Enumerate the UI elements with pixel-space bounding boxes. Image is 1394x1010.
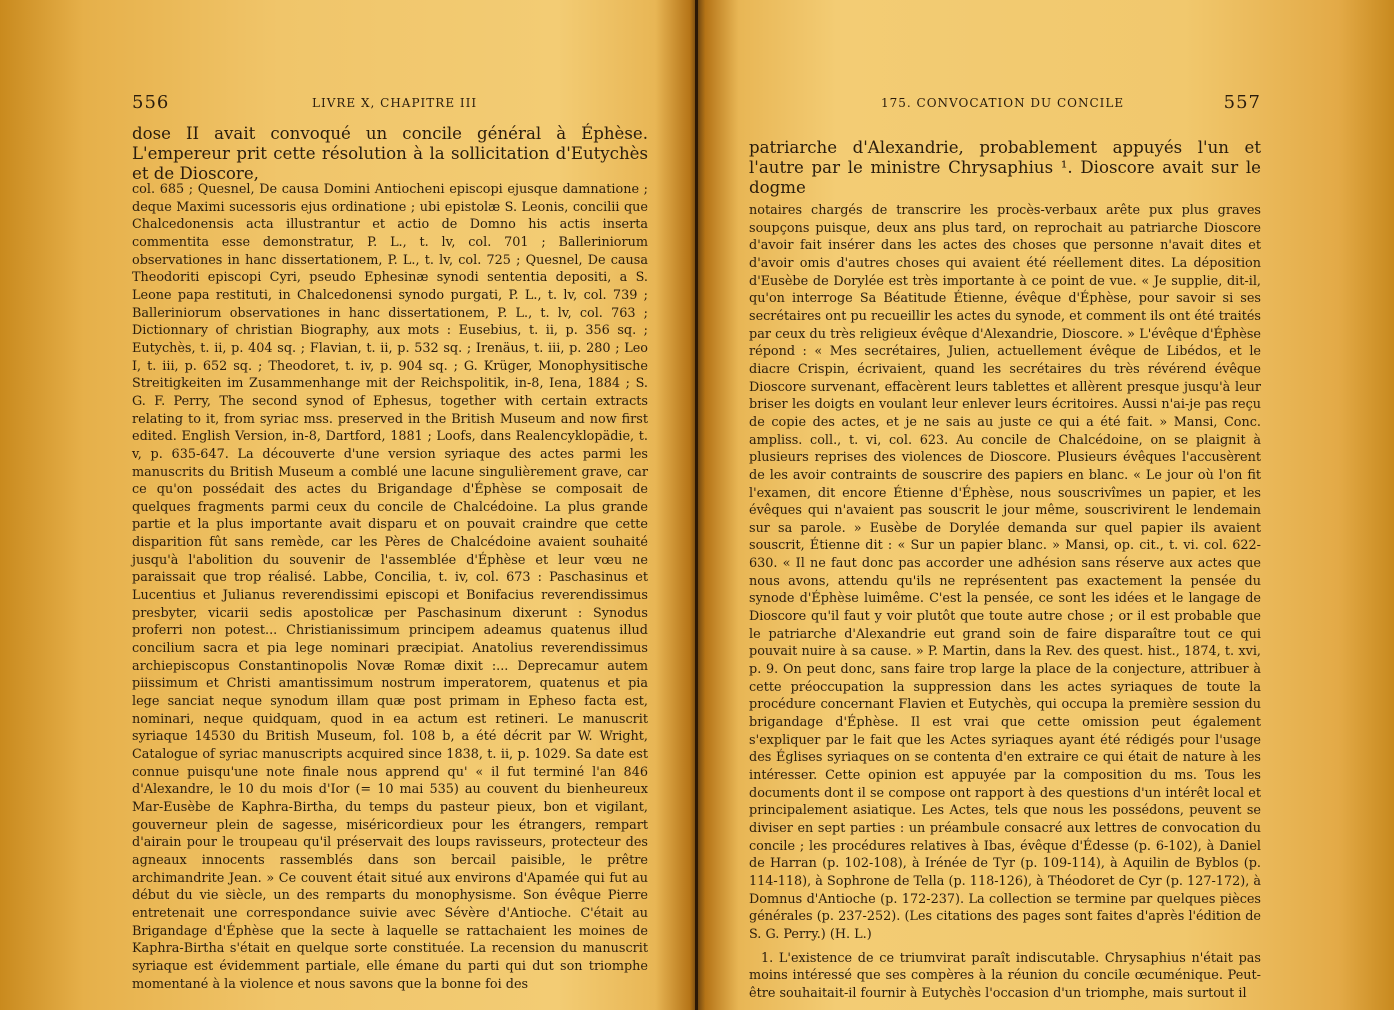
right-page <box>697 0 1394 1010</box>
right-footnote: 1. L'existence de ce triumvirat paraît indiscutable. Chrysaphius n'était pas moins intéressé que ses compères à la réunion du concile œcuménique. Peut-être souhaitait-il fournir à Eutychès l'occasion d'un triomphe, mais surtout il <box>749 950 1261 1001</box>
right-notes-text: notaires chargés de transcrire les procès-verbaux arête pux plus graves soupçons puisque, deux ans plus tard, on reprochait au patriarche Dioscore d'avoir fait insérer dans les actes des choses que personne n'avait dites et d'avoir omis d'autres choses qui avaient été réellement dites. La déposition d'Eusèbe de Dorylée est très importante à ce point de vue. « Je supplie, dit-il, qu'on interroge Sa Béatitude Étienne, évêque d'Éphèse, pour savoir si ses secrétaires ont pu recueillir les actes du synode, et comment ils ont été traités par ceux du très religieux évêque d'Alexandrie, Dioscore. » L'évêque d'Éphèse répond : « Mes secrétaires, Julien, actuellement évêque de Libédos, et le diacre Crispin, écrivaient, quand les secrétaires du très révérend évêque Dioscore survenant, effacèrent leurs tablettes et allèrent presque jusqu'à leur briser les doigts en voulant leur enlever leurs écritoires. Aussi n'ai-je pas reçu de copie des actes, et je ne sais au juste ce qui a été fait. » Mansi, Conc. ampliss. coll., t. vi, col. 623. Au concile de Chalcédoine, on se plaignit à plusieurs reprises des violences de Dioscore. Plusieurs évêques l'accusèrent de les avoir contraints de souscrire des papiers en blanc. « Le jour où l'on fit l'examen, dit encore Étienne d'Éphèse, nous souscrivîmes un papier, et les évêques qui n'avaient pas souscrit le jour même, souscrivirent le lendemain sur sa parole. » Eusèbe de Dorylée demanda sur quel papier ils avaient souscrit, Étienne dit : « Sur un papier blanc. » Mansi, op. cit., t. vi. col. 622-630. « Il ne faut donc pas accorder une adhésion sans réserve aux actes que nous avons, attendu qu'ils ne représentent pas exactement la pensée du synode d'Éphèse luimême. C'est la pensée, ce sont les idées et le langage de Dioscore qu'il faut y voir plutôt que toute autre chose ; or il est probable que le patriarche d'Alexandrie eut grand soin de faire disparaître tout ce qui pouvait nuire à sa cause. » P. Martin, dans la Rev. des quest. hist., 1874, t. xvi, p. 9. On peut donc, sans faire trop large la place de la conjecture, attribuer à cette préoccupation la suppression dans les actes syriaques de toute la procédure concernant Flavien et Eutychès, qui occupa la première session du brigandage d'Éphèse. Il est vrai que cette omission peut également s'expliquer par le fait que les Actes syriaques ayant été rédigés pour l'usage des Églises syriaques on se contenta d'en extraire ce qui était de nature à les intéresser. Cette opinion est appuyée par la composition du ms. Tous les documents dont il se compose ont rapport à des questions d'un intérêt local et principalement asiatique. Les Actes, tels que nous les possédons, peuvent se diviser en sept parties : un préambule consacré aux lettres de convocation du concile ; les procédures relatives à Ibas, évêque d'Édesse (p. 6-102), à Daniel de Harran (p. 102-108), à Irénée de Tyr (p. 109-114), à Aquilin de Byblos (p. 114-118), à Sophrone de Tella (p. 118-126), à Théodoret de Cyr (p. 127-172), à Domnus d'Antioche (p. 172-237). La collection se termine par quelques pièces générales (p. 237-252). (Les citations des pages sont faites d'après l'édition de S. G. Perry.) (H. L.) <box>749 203 1261 942</box>
left-running-head: LIVRE X, CHAPITRE III <box>312 96 478 110</box>
right-page-header <box>749 92 1261 118</box>
right-body-text: patriarche d'Alexandrie, probablement appuyés l'un et l'autre par le ministre Chrysaphius ¹. Dioscore avait sur le dogme <box>749 138 1261 197</box>
right-running-head: 175. CONVOCATION DU CONCILE <box>881 96 1125 110</box>
left-body-text: dose II avait convoqué un concile général à Éphèse. L'empereur prit cette résolution à la sollicitation d'Eutychès et de Dioscore, <box>132 124 648 183</box>
right-page-number: 557 <box>1223 92 1261 113</box>
left-notes <box>132 181 648 993</box>
right-notes <box>749 202 1261 1003</box>
left-page-number: 556 <box>132 92 170 113</box>
left-page-header <box>132 92 648 118</box>
left-notes-text: col. 685 ; Quesnel, De causa Domini Antiocheni episcopi ejusque damnatione ; deque Maximi sucessoris ejus ordinatione ; ubi epistolæ S. Leonis, concilii que Chalcedonensis acta illustrantur et actio de Domno his actis inserta commentita esse demonstratur, P. L., t. lv, col. 701 ; Balleriniorum observationes in hanc dissertationem, P. L., t. lv, col. 725 ; Quesnel, De causa Theodoriti episcopi Cyri, pseudo Ephesinæ synodi sententia depositi, a S. Leone papa restituti, in Chalcedonensi synodo purgati, P. L., t. lv, col. 739 ; Balleriniorum observationes in hanc dissertationem, P. L., t. lv, col. 763 ; Dictionnary of christian Biography, aux mots : Eusebius, t. ii, p. 356 sq. ; Eutychès, t. ii, p. 404 sq. ; Flavian, t. ii, p. 532 sq. ; Irenäus, t. iii, p. 280 ; Leo I, t. iii, p. 652 sq. ; Theodoret, t. iv, p. 904 sq. ; G. Krüger, Monophysitische Streitigkeiten im Zusammenhange mit der Reichspolitik, in-8, Iena, 1884 ; S. G. F. Perry, The second synod of Ephesus, together with certain extracts relating to it, from syriac mss. preserved in the British Museum and now first edited. English Version, in-8, Dartford, 1881 ; Loofs, dans Realencyklopädie, t. v, p. 635-647. La découverte d'une version syriaque des actes parmi les manuscrits du British Museum a comblé une lacune singulièrement grave, car ce qu'on possédait des actes du Brigandage d'Éphèse se composait de quelques fragments parmi ceux du concile de Chalcédoine. La plus grande partie et la plus importante avait disparu et on pouvait craindre que cette disparition fût sans remède, car les Pères de Chalcédoine avaient souhaité jusqu'à l'abolition du souvenir de l'assemblée d'Éphèse et leur vœu ne paraissait que trop réalisé. Labbe, Concilia, t. iv, col. 673 : Paschasinus et Lucentius et Julianus reverendissimi episcopi et Bonifacius reverendissimus presbyter, vicarii sedis apostolicæ per Paschasinum dixerunt : Synodus proferri non potest... Christianissimum principem adeamus quatenus illud concilium sacra et pia lege nominari præcipiat. Anatolius reverendissimus archiepiscopus Constantinopolis Novæ Romæ dixit :... Deprecamur autem piissimum et Christi amantissimum nostrum imperatorem, quatenus et pia lege sanciat neque synodum illam quæ post primam in Epheso facta est, nominari, neque quidquam, quod in ea actum est retineri. Le manuscrit syriaque 14530 du British Museum, fol. 108 b, a été décrit par W. Wright, Catalogue of syriac manuscripts acquired since 1838, t. ii, p. 1029. Sa date est connue puisqu'une note finale nous apprend qu' « il fut terminé l'an 846 d'Alexandre, le 10 du mois d'Ior (= 10 mai 535) au couvent du bienheureux Mar-Eusèbe de Kaphra-Birtha, du temps du pasteur pieux, bon et vigilant, gouverneur plein de sagesse, miséricordieux pour les étrangers, rempart d'airain pour le troupeau qu'il préservait des loups ravisseurs, protecteur des agneaux innocents rassemblés dans son bercail paisible, le prêtre archimandrite Jean. » Ce couvent était situé aux environs d'Apamée qui fut au début du vie siècle, un des remparts du monophysisme. Son évêque Pierre entretenait une correspondance suivie avec Sévère d'Antioche. C'était au Brigandage d'Éphèse que la secte à laquelle se rattachaient les moines de Kaphra-Birtha s'était en quelque sorte constituée. La recension du manuscrit syriaque est évidemment partiale, elle émane du parti qui dut son triomphe momentané à la violence et nous savons que la bonne foi des <box>132 182 648 992</box>
